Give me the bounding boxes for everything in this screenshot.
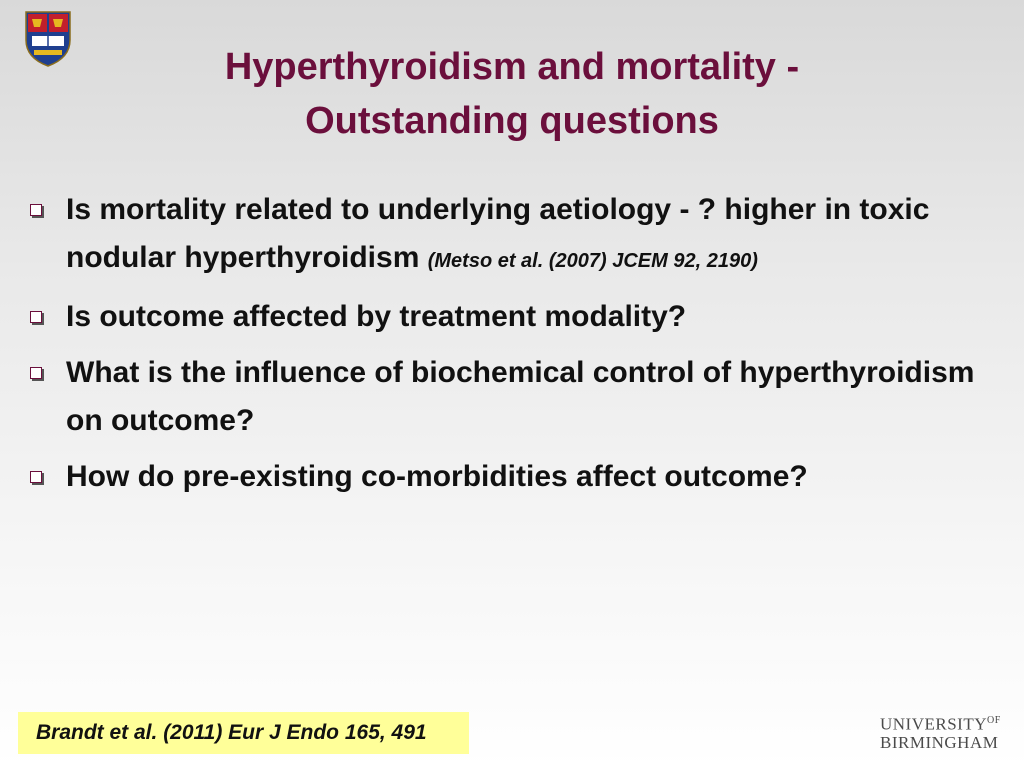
- title-line-1: Hyperthyroidism and mortality -: [224, 46, 800, 88]
- logo-of: OF: [987, 715, 1001, 726]
- university-logo: [880, 712, 1010, 752]
- bullet-item: [24, 453, 1009, 501]
- bullet-text: Is outcome affected by treatment modality?: [66, 300, 687, 333]
- reference-box: [18, 712, 469, 754]
- title-line-2: Outstanding questions: [305, 100, 719, 142]
- bullet-item: [24, 293, 1009, 341]
- logo-line-2: BIRMINGHAM: [880, 732, 999, 752]
- logo-line-1: UNIVERSITY: [880, 714, 987, 734]
- bullet-item: [24, 349, 1009, 445]
- bullet-text: What is the influence of biochemical control of hyperthyroidism on outcome?: [66, 356, 975, 437]
- square-bullet-icon: [30, 471, 42, 483]
- square-bullet-icon: [30, 367, 42, 379]
- slide-title: [0, 40, 1024, 148]
- bullet-list: [24, 186, 1009, 509]
- bullet-item: [24, 186, 1009, 285]
- square-bullet-icon: [30, 204, 42, 216]
- bullet-text: Is mortality related to underlying aetiology - ? higher in toxic nodular hyperthyroidism: [66, 193, 930, 274]
- square-bullet-icon: [30, 311, 42, 323]
- bullet-text: How do pre-existing co-morbidities affect outcome?: [66, 460, 808, 493]
- reference-text: Brandt et al. (2011) Eur J Endo 165, 491: [36, 721, 427, 744]
- bullet-citation: (Metso et al. (2007) JCEM 92, 2190): [427, 250, 758, 272]
